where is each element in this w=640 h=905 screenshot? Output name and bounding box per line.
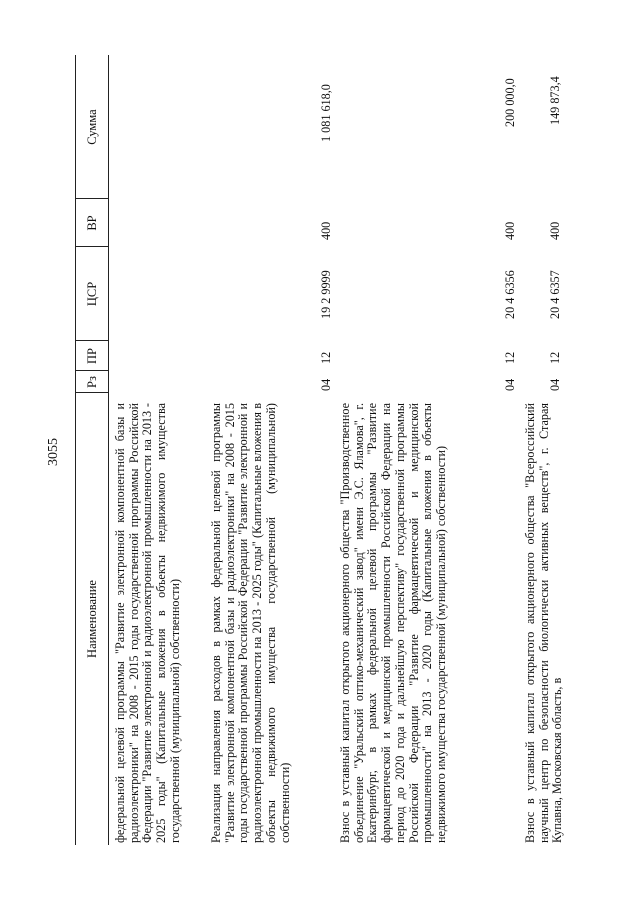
row-vr: 400: [319, 221, 333, 240]
row-sum: 1 081 618,0: [319, 84, 333, 142]
row-pr: 12: [548, 351, 562, 364]
header-vr: ВР: [85, 215, 99, 231]
row-rz: 04: [503, 378, 517, 391]
row-sum: 149 873,4: [548, 76, 562, 125]
row-rz: 04: [319, 378, 333, 391]
table-header: [75, 55, 109, 845]
row-csr: 19 2 9999: [319, 270, 333, 319]
budget-table: [75, 55, 599, 845]
header-sum: Сумма: [85, 109, 99, 145]
row-name: Взнос в уставный капитал открытого акционерного общества "Производственное объединение "Уральский оптико-механический завод" имени Э.С. Яламова", г. Екатеринбург, в рамках федеральной целевой программы "Развитие фармацевтической и медицинской промышленности Российской Федерации на период до 2020 года и дальнейшую перспективу" государственной программы Российской Федерации "Развитие фармацевтической и медицинской промышленности" на 2013 - 2020 годы (Капитальные вложения в объекты недвижимого имущества государственной (муниципальной) собственности): [338, 403, 448, 843]
page-number: 3055: [46, 438, 61, 466]
row-name: федеральной целевой программы "Развитие электронной компонентной базы и радиоэлектроники" на 2008 - 2015 годы государственной программы Российской Федерации "Развитие электронной и радиоэлектронной промышленности на 2013 - 2025 годы" (Капитальные вложения в объекты недвижимого имущества государственной (муниципальной) собственности): [113, 403, 182, 843]
row-csr: 20 4 6356: [503, 270, 517, 319]
header-pr: ПР: [85, 348, 99, 364]
row-pr: 12: [319, 351, 333, 364]
row-rz: 04: [548, 378, 562, 391]
row-pr: 12: [503, 351, 517, 364]
row-name: Взнос в уставный капитал открытого акционерного общества "Всероссийский научный центр по безопасности биологически активных веществ", г. Старая Купавна, Московская область, в: [523, 403, 565, 843]
row-name: Реализация направления расходов в рамках федеральной целевой программы "Развитие электронной компонентной базы и радиоэлектроники" на 2008 - 2015 годы государственной программы Российской Федерации "Развитие электронной и радиоэлектронной промышленности на 2013 - 2025 годы" (Капитальные вложения в объекты недвижимого имущества государственной (муниципальной) собственности): [209, 403, 292, 843]
row-csr: 20 4 6357: [548, 270, 562, 319]
row-sum: 200 000,0: [503, 78, 517, 127]
header-csr: ЦСР: [85, 281, 99, 307]
header-name: Наименование: [85, 580, 99, 658]
header-rz: Рз: [85, 376, 99, 388]
row-vr: 400: [503, 221, 517, 240]
row-vr: 400: [548, 221, 562, 240]
